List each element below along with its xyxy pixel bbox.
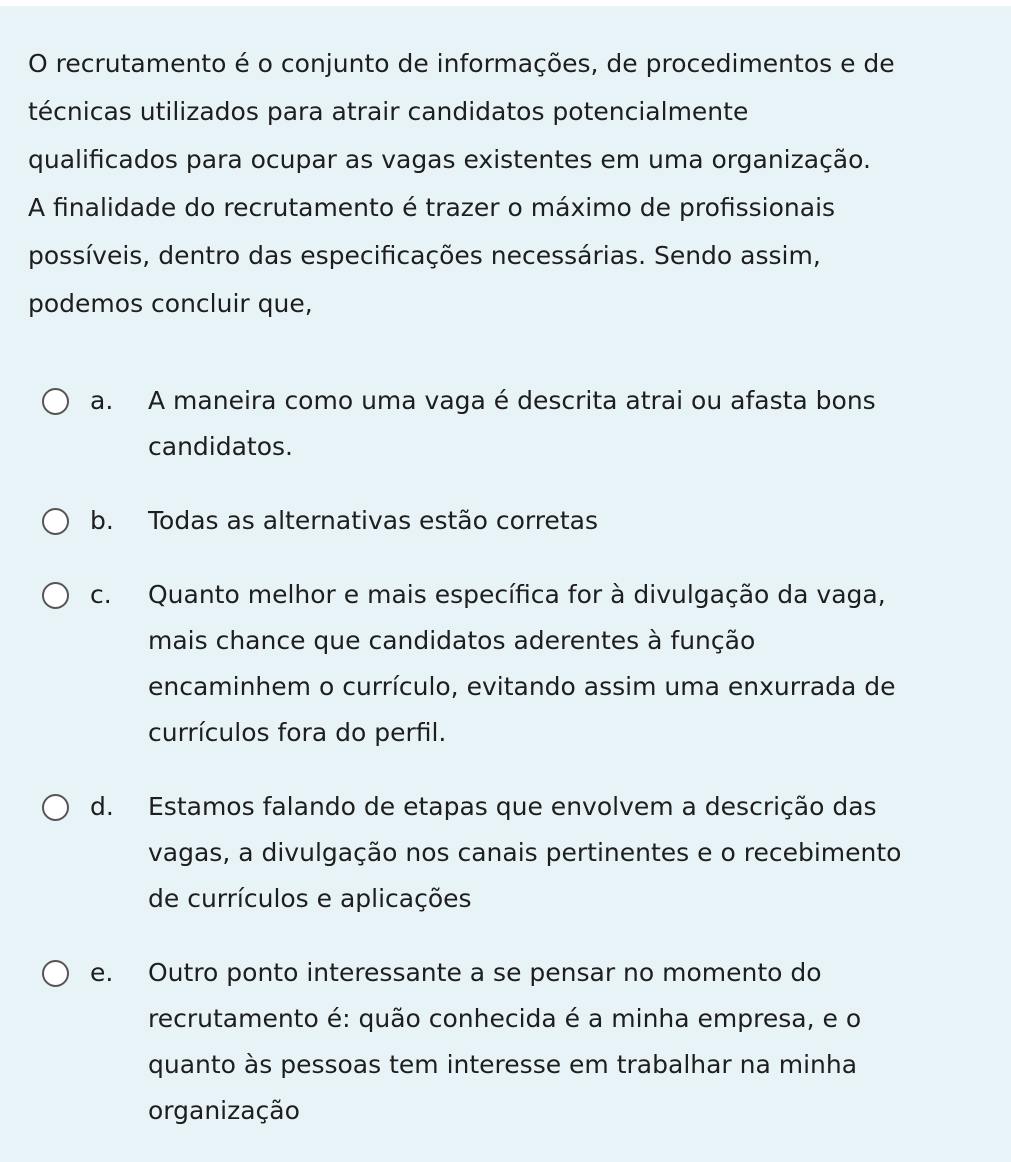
question-line: técnicas utilizados para atrair candidatos potencialmente	[28, 97, 749, 126]
radio-button-e[interactable]	[42, 960, 69, 987]
option-line: encaminhem o currículo, evitando assim uma enxurrada de	[148, 672, 896, 701]
option-line: Estamos falando de etapas que envolvem a descrição das	[148, 792, 877, 821]
option-line: recrutamento é: quão conhecida é a minha empresa, e o	[148, 1004, 862, 1033]
option-line: Todas as alternativas estão corretas	[148, 506, 598, 535]
question-line: possíveis, dentro das especificações necessárias. Sendo assim,	[28, 241, 821, 270]
radio-button-c[interactable]	[42, 582, 69, 609]
option-letter: a.	[90, 386, 114, 415]
option-line: candidatos.	[148, 432, 293, 461]
option-line: mais chance que candidatos aderentes à função	[148, 626, 756, 655]
option-line: de currículos e aplicações	[148, 884, 472, 913]
option-line: Quanto melhor e mais específica for à divulgação da vaga,	[148, 580, 886, 609]
question-panel	[0, 6, 1011, 1162]
question-line: O recrutamento é o conjunto de informações, de procedimentos e de	[28, 49, 895, 78]
option-letter: b.	[90, 506, 114, 535]
option-letter: d.	[90, 792, 114, 821]
option-text	[148, 498, 978, 544]
option-text	[148, 572, 978, 756]
option-text	[148, 950, 978, 1134]
question-line: qualificados para ocupar as vagas existentes em uma organização.	[28, 145, 871, 174]
option-line: organização	[148, 1096, 300, 1125]
question-line: podemos concluir que,	[28, 289, 313, 318]
radio-button-b[interactable]	[42, 508, 69, 535]
question-text	[28, 40, 998, 328]
option-line: vagas, a divulgação nos canais pertinentes e o recebimento	[148, 838, 902, 867]
option-line: Outro ponto interessante a se pensar no momento do	[148, 958, 822, 987]
question-line: A finalidade do recrutamento é trazer o máximo de profissionais	[28, 193, 836, 222]
option-text	[148, 378, 978, 470]
radio-button-d[interactable]	[42, 794, 69, 821]
option-letter: c.	[90, 580, 112, 609]
option-line: quanto às pessoas tem interesse em trabalhar na minha	[148, 1050, 858, 1079]
option-line: A maneira como uma vaga é descrita atrai ou afasta bons	[148, 386, 876, 415]
radio-button-a[interactable]	[42, 388, 69, 415]
option-letter: e.	[90, 958, 114, 987]
option-line: currículos fora do perfil.	[148, 718, 447, 747]
option-text	[148, 784, 978, 922]
